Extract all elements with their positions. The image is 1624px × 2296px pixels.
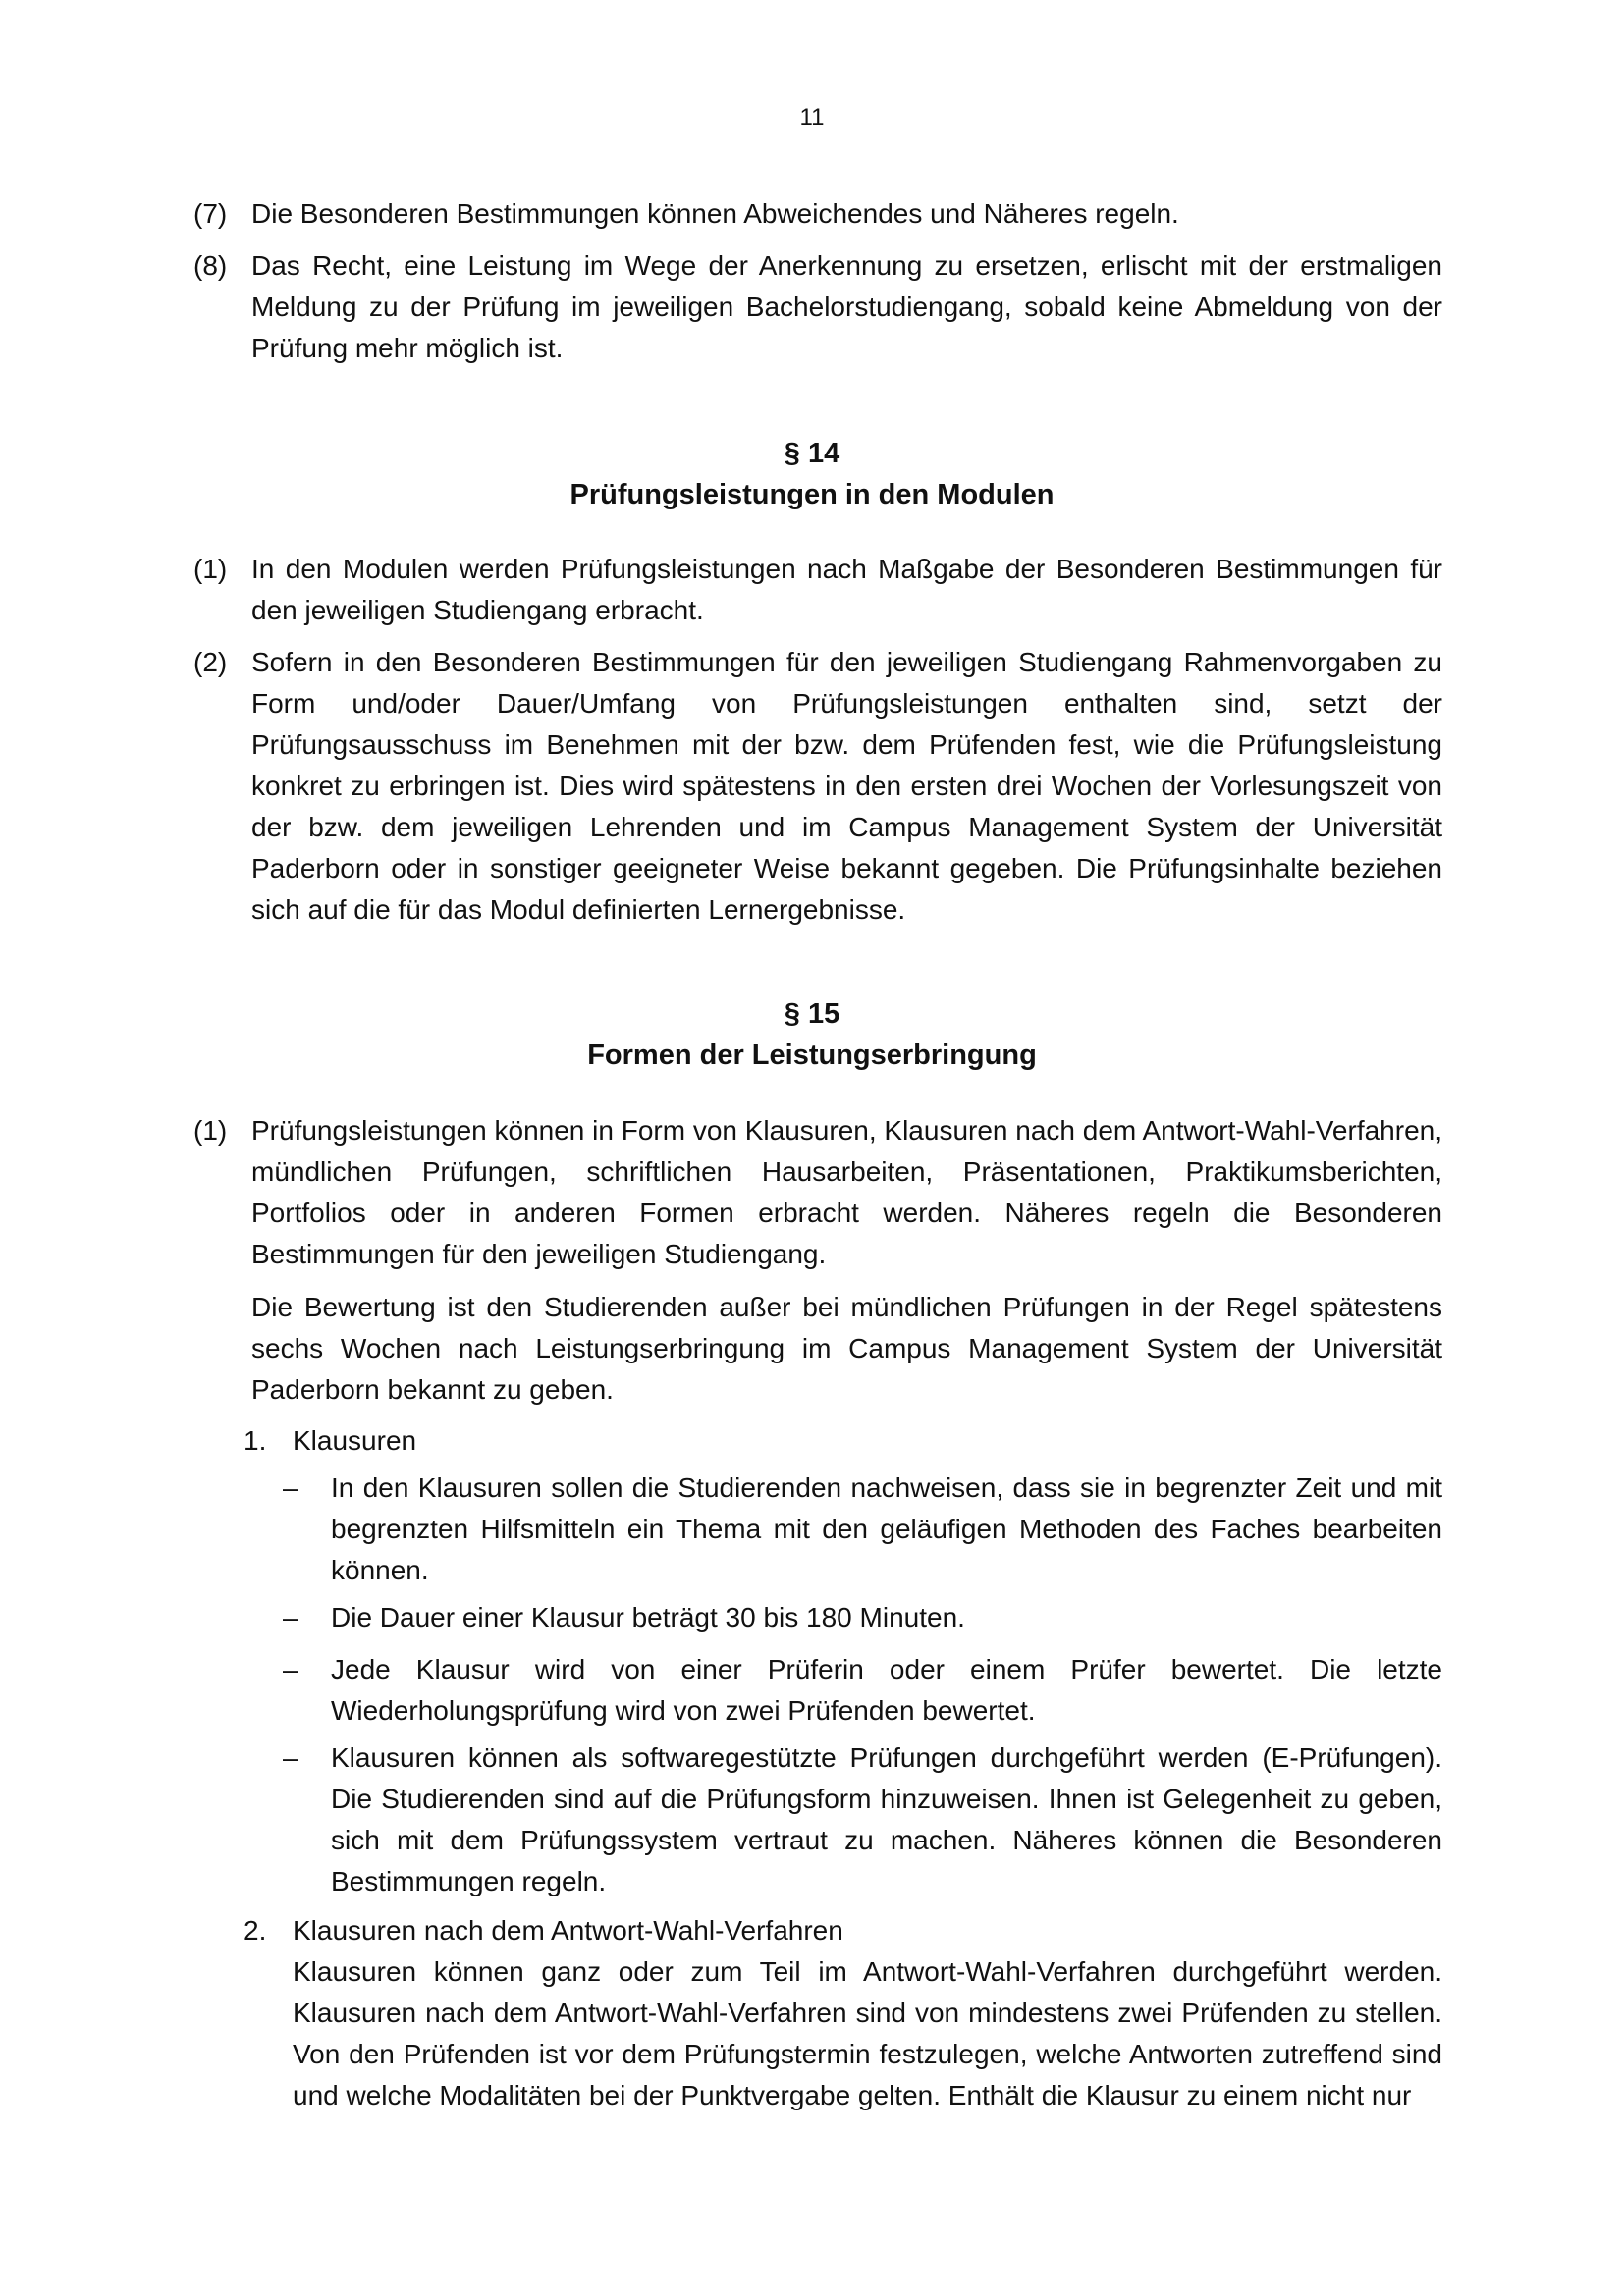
paragraph-text: Prüfungsleistungen können in Form von Klausuren, Klausuren nach dem Antwort-Wahl-Verfahren, mündlichen Prüfungen, schriftlichen Hausarbeiten, Präsentationen, Praktikumsberichten, Portfolios oder in anderen Formen erbracht werden. Näheres regeln die Besonderen Bestimmungen für den jeweiligen Studiengang. [251, 1115, 1442, 1269]
list-item-title: Klausuren nach dem Antwort-Wahl-Verfahren [293, 1915, 843, 1946]
bullet-text: Jede Klausur wird von einer Prüferin oder einem Prüfer bewertet. Die letzte Wiederholungsprüfung wird von zwei Prüfenden bewertet. [331, 1654, 1442, 1726]
bullet-text: In den Klausuren sollen die Studierenden nachweisen, dass sie in begrenzter Zeit und mit begrenzten Hilfsmitteln ein Thema mit den geläufigen Methoden des Faches bearbeiten können. [331, 1472, 1442, 1585]
list-item-title: Klausuren [293, 1425, 417, 1456]
section-title: Prüfungsleistungen in den Modulen [569, 479, 1055, 510]
list-item-text: Klausuren können ganz oder zum Teil im Antwort-Wahl-Verfahren durchgeführt werden. Klausuren nach dem Antwort-Wahl-Verfahren sind von mindestens zwei Prüfenden zu stellen. Von den Prüfenden ist vor dem Prüfungstermin festzulegen, welche Antworten zutreffend sind und welche Modalitäten bei der Punktvergabe gelten. Enthält die Klausur zu einem nicht nur [293, 1956, 1442, 2110]
paragraph-number: (8) [193, 250, 228, 281]
dash-bullet: – [283, 1472, 298, 1503]
bullet-text: Die Dauer einer Klausur beträgt 30 bis 180 Minuten. [331, 1602, 965, 1632]
paragraph-text: Sofern in den Besonderen Bestimmungen für den jeweiligen Studiengang Rahmenvorgaben zu Form und/oder Dauer/Umfang von Prüfungsleistungen enthalten sind, setzt der Prüfungsausschuss im Benehmen mit der bzw. dem Prüfenden fest, wie die Prüfungsleistung konkret zu erbringen ist. Dies wird spätestens in den ersten drei Wochen der Vorlesungszeit von der bzw. dem jeweiligen Lehrenden und im Campus Management System der Universität Paderborn oder in sonstiger geeigneter Weise bekannt gegeben. Die Prüfungsinhalte beziehen sich auf die für das Modul definierten Lernergebnisse. [251, 647, 1442, 925]
paragraph-number: (1) [193, 554, 228, 584]
paragraph-text: Die Bewertung ist den Studierenden außer bei mündlichen Prüfungen in der Regel spätestens sechs Wochen nach Leistungserbringung im Campus Management System der Universität Paderborn bekannt zu geben. [251, 1292, 1442, 1405]
section-title: Formen der Leistungserbringung [587, 1040, 1037, 1071]
paragraph-text: Das Recht, eine Leistung im Wege der Anerkennung zu ersetzen, erlischt mit der erstmaligen Meldung zu der Prüfung im jeweiligen Bachelorstudiengang, sobald keine Abmeldung von der Prüfung mehr möglich ist. [251, 250, 1442, 363]
page-number: 11 [799, 104, 825, 131]
list-number: 2. [244, 1915, 267, 1946]
paragraph-number: (7) [193, 198, 228, 229]
dash-bullet: – [283, 1602, 298, 1632]
dash-bullet: – [283, 1742, 298, 1773]
paragraph-text: Die Besonderen Bestimmungen können Abweichendes und Näheres regeln. [251, 198, 1179, 229]
paragraph-number: (1) [193, 1115, 228, 1146]
paragraph-text: In den Modulen werden Prüfungsleistungen nach Maßgabe der Besonderen Bestimmungen für den jeweiligen Studiengang erbracht. [251, 554, 1442, 625]
dash-bullet: – [283, 1654, 298, 1684]
list-number: 1. [244, 1425, 267, 1456]
bullet-text: Klausuren können als softwaregestützte Prüfungen durchgeführt werden (E-Prüfungen). Die Studierenden sind auf die Prüfungsform hinzuweisen. Ihnen ist Gelegenheit zu geben, sich mit dem Prüfungssystem vertraut zu machen. Näheres können die Besonderen Bestimmungen regeln. [331, 1742, 1442, 1896]
section-number: § 15 [784, 998, 840, 1030]
section-number: § 14 [784, 438, 840, 469]
paragraph-number: (2) [193, 647, 228, 677]
